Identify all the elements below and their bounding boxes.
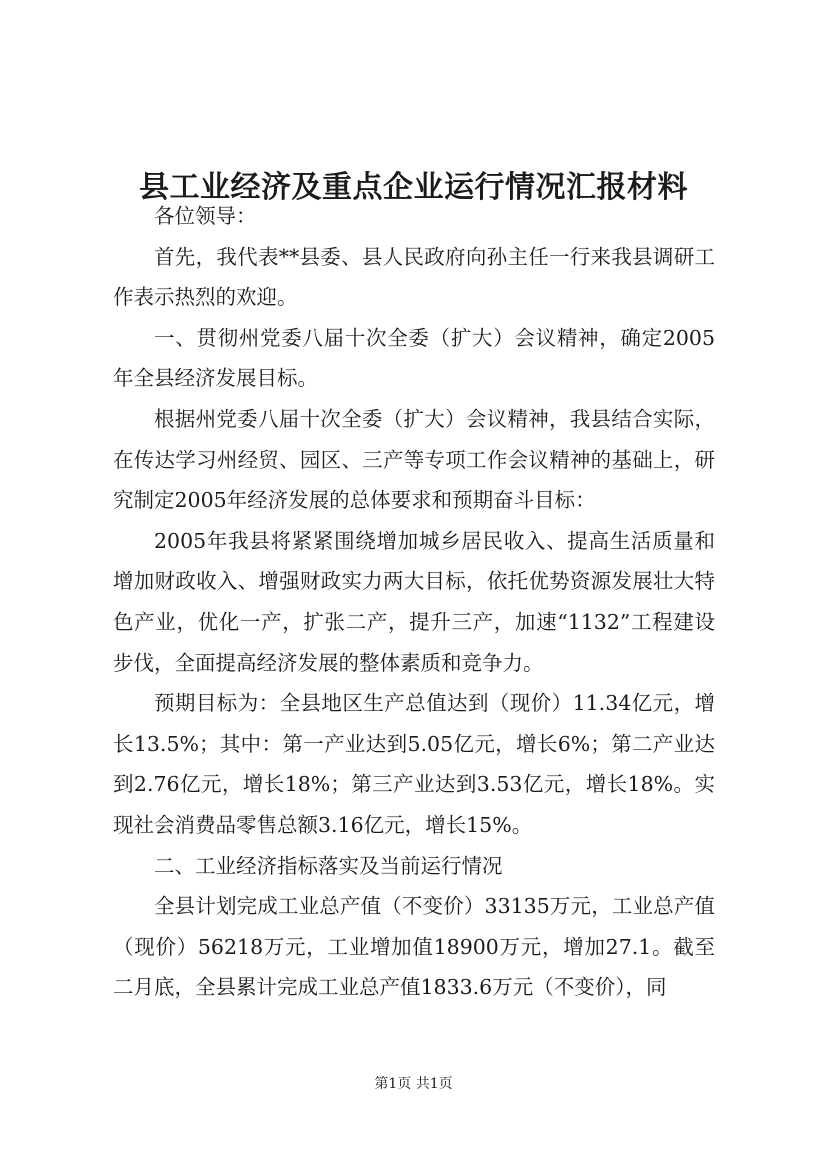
section-one-heading: 一、贯彻州党委八届十次全委（扩大）会议精神，确定2005年全县经济发展目标。 [113, 325, 715, 391]
page-number-footer: 第1页 共1页 [374, 1076, 453, 1092]
document-title: 县工业经济及重点企业运行情况汇报材料 [139, 170, 688, 206]
expected-targets-paragraph: 预期目标为：全县地区生产总值达到（现价）11.34亿元，增长13.5%；其中：第一产业达到5.05亿元，增长6%；第二产业达到2.76亿元，增长18%；第三产业达到3.53亿元，增长18%。实现社会消费品零售总额3.16亿元，增长15%。 [113, 691, 715, 837]
development-goals-paragraph: 2005年我县将紧紧围绕增加城乡居民收入、提高生活质量和增加财政收入、增强财政实力两大目标，依托优势资源发展壮大特色产业，优化一产，扩张二产，提升三产，加速“1132”工程建设步伐，全面提高经济发展的整体素质和竞争力。 [113, 528, 715, 675]
industrial-output-paragraph: 全县计划完成工业总产值（不变价）33135万元，工业总产值（现价）56218万元，工业增加值18900万元，增加27.1。截至二月底，全县累计完成工业总产值1833.6万元（不变价），同 [113, 894, 715, 1000]
salutation-paragraph: 各位领导： [154, 204, 257, 228]
welcome-paragraph: 首先，我代表**县委、县人民政府向孙主任一行来我县调研工作表示热烈的欢迎。 [113, 244, 715, 310]
section-two-heading: 二、工业经济指标落实及当前运行情况 [154, 853, 503, 878]
document-body [113, 196, 715, 1008]
meeting-spirit-paragraph: 根据州党委八届十次全委（扩大）会议精神，我县结合实际，在传达学习州经贸、园区、三产等专项工作会议精神的基础上，研究制定2005年经济发展的总体要求和预期奋斗目标： [113, 406, 715, 513]
